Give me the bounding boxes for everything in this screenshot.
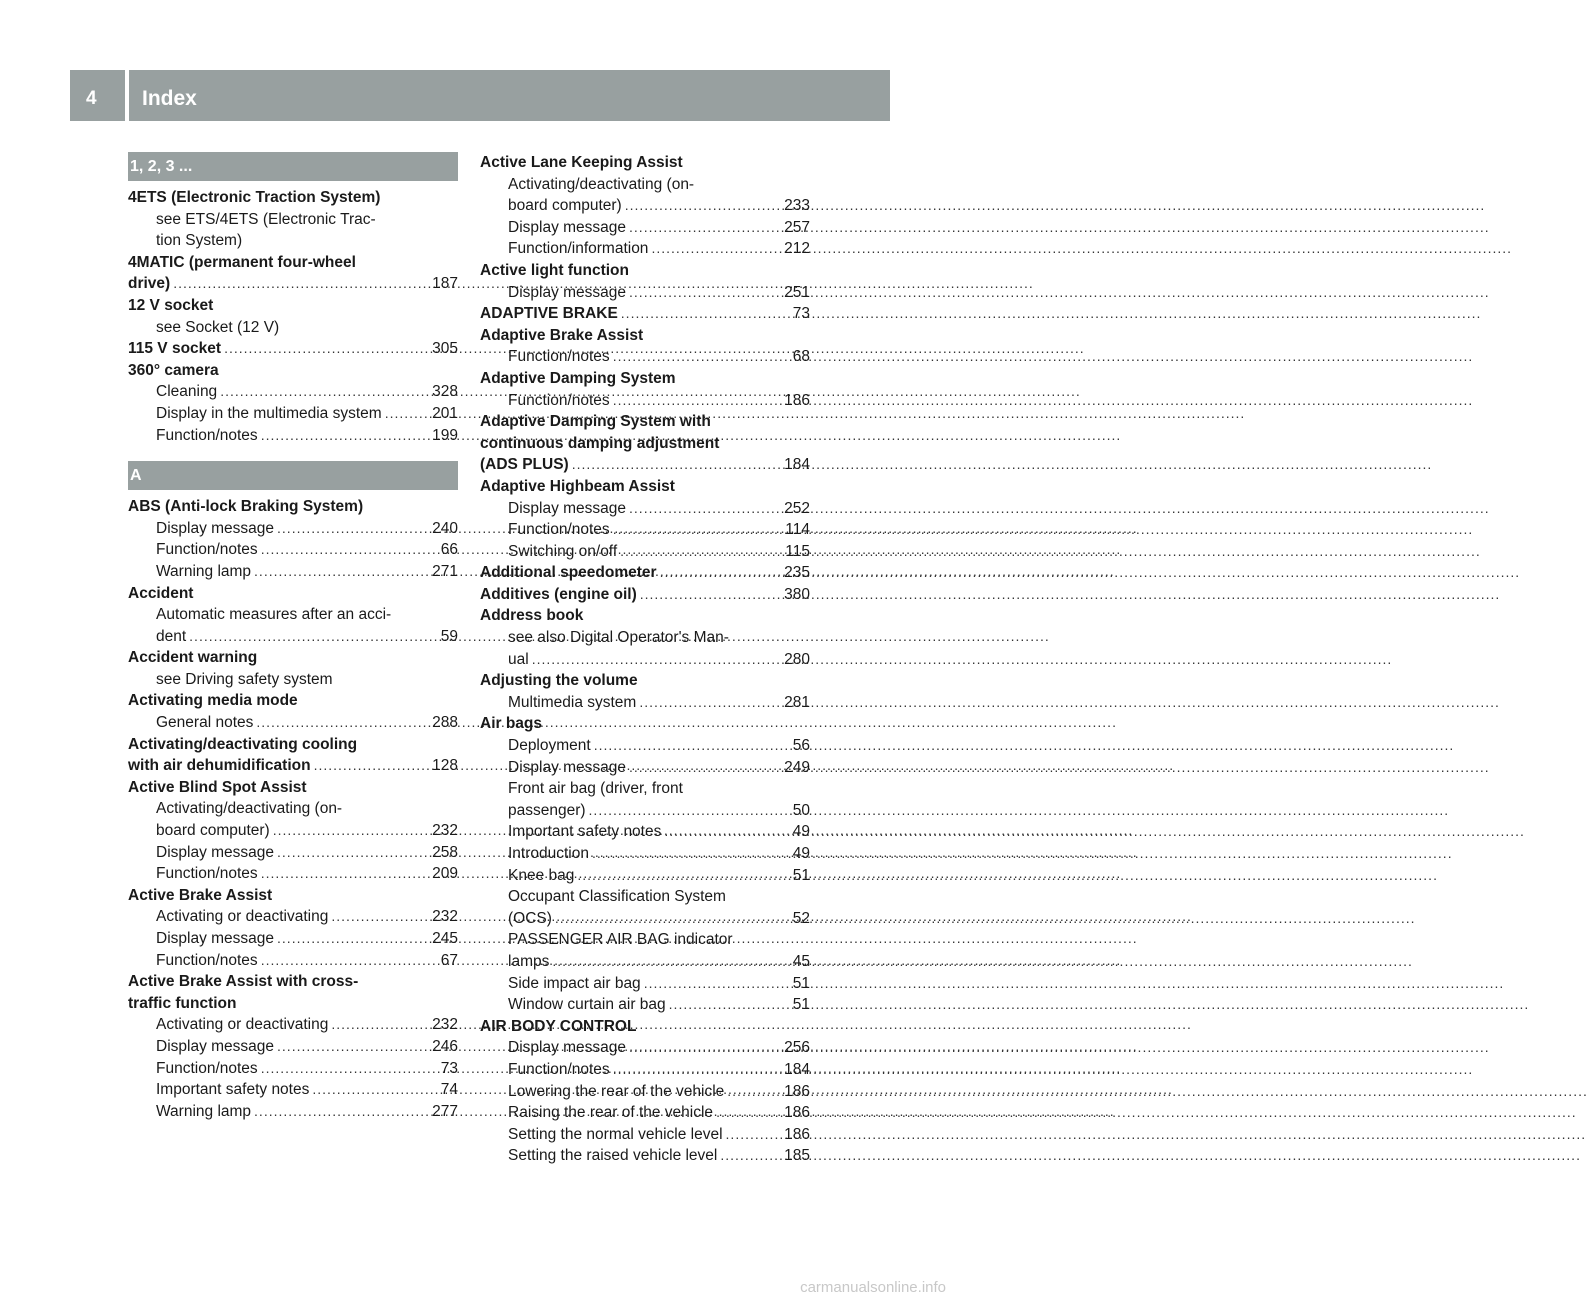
index-subentry[interactable]: [480, 390, 810, 412]
index-entry: [128, 993, 458, 1015]
entry-text: Knee bag: [508, 866, 575, 884]
index-subentry[interactable]: [480, 282, 810, 304]
dot-leader: [640, 584, 780, 606]
entry-text: passenger): [508, 801, 586, 819]
dot-leader: [664, 821, 788, 843]
index-subentry: [128, 317, 458, 339]
dot-leader: [720, 1145, 780, 1167]
dot-leader: [261, 425, 428, 447]
page-reference: 245: [432, 930, 458, 947]
index-subentry[interactable]: [480, 346, 810, 368]
section-header-a-label: A: [130, 467, 142, 485]
entry-text: Activating/deactivating (on-: [156, 800, 343, 818]
index-subentry[interactable]: [128, 425, 458, 447]
page-reference: 51: [792, 866, 810, 884]
index-subentry[interactable]: [128, 820, 458, 842]
index-entry[interactable]: [480, 562, 810, 584]
dot-leader: [629, 498, 780, 520]
entry-text: Adaptive Damping System: [480, 369, 676, 387]
entry-text: Function/notes: [508, 348, 610, 366]
entry-text: Lowering the rear of the vehicle: [508, 1082, 725, 1100]
page-reference: 67: [440, 951, 458, 969]
entry-text: drive): [128, 275, 171, 293]
index-subentry: [128, 230, 458, 252]
entry-text: board computer): [508, 197, 622, 215]
page-reference: 201: [432, 404, 458, 422]
entry-text: Display message: [156, 1037, 275, 1055]
index-subentry[interactable]: [480, 649, 810, 671]
index-subentry[interactable]: [128, 381, 458, 403]
entry-text: Display message: [156, 519, 275, 537]
page-reference: 232: [432, 822, 458, 840]
index-entry: [480, 670, 810, 692]
entry-text: Activating/deactivating cooling: [128, 735, 358, 753]
index-entry: [128, 690, 458, 712]
entry-text: 360° camera: [128, 361, 219, 379]
page-reference: 235: [784, 564, 810, 582]
index-subentry: [480, 886, 810, 908]
dot-leader: [669, 994, 789, 1016]
index-entry: [128, 885, 458, 907]
section-header-numbers: [128, 152, 458, 181]
dot-leader: [621, 303, 789, 325]
section-header-a: [128, 461, 458, 490]
page-reference: 328: [432, 383, 458, 401]
entry-text: tion System): [156, 232, 243, 250]
page-reference: 288: [432, 714, 458, 732]
index-subentry[interactable]: [480, 195, 810, 217]
page-reference: 51: [792, 996, 810, 1014]
entry-text: Activating/deactivating (on-: [508, 175, 695, 193]
entry-text: ABS (Anti-lock Braking System): [128, 498, 364, 516]
dot-leader: [552, 951, 788, 973]
entry-text: (ADS PLUS): [480, 456, 569, 474]
index-subentry: [128, 209, 458, 231]
entry-text: Multimedia system: [508, 693, 637, 711]
dot-leader: [331, 906, 428, 928]
entry-text: Display in the multimedia system: [156, 404, 382, 422]
dot-leader: [577, 865, 788, 887]
entry-text: Air bags: [480, 715, 543, 733]
dot-leader: [277, 928, 428, 950]
entry-text: Automatic measures after an acci-: [156, 606, 392, 624]
index-subentry[interactable]: [480, 951, 810, 973]
index-subentry[interactable]: [480, 238, 810, 260]
index-entry: [480, 605, 810, 627]
index-subentry[interactable]: [480, 217, 810, 239]
index-entry: [480, 325, 810, 347]
entry-text: Activating or deactivating: [156, 908, 329, 926]
entry-text: Warning lamp: [156, 1102, 252, 1120]
index-subentry[interactable]: [480, 498, 810, 520]
dot-leader: [173, 273, 428, 295]
entry-text: lamps: [508, 952, 550, 970]
header-divider: [125, 70, 129, 121]
index-list-numbers: [128, 187, 458, 446]
dot-leader: [644, 973, 789, 995]
index-subentry[interactable]: [480, 973, 810, 995]
index-subentry: [480, 929, 810, 951]
index-subentry[interactable]: [480, 1081, 810, 1103]
entry-text: Window curtain air bag: [508, 996, 666, 1014]
entry-text: traffic function: [128, 994, 237, 1012]
index-entry[interactable]: [480, 303, 810, 325]
index-entry: [128, 647, 458, 669]
index-subentry: [128, 798, 458, 820]
dot-leader: [532, 649, 780, 671]
page-reference: 246: [432, 1037, 458, 1055]
entry-text: Side impact air bag: [508, 974, 641, 992]
dot-leader: [256, 712, 428, 734]
page-reference: 187: [432, 275, 458, 293]
entry-text: Function/notes: [156, 865, 258, 883]
page-reference: 66: [440, 541, 458, 559]
page-reference: 186: [784, 1104, 810, 1122]
page-reference: 45: [792, 952, 810, 970]
entry-text: dent: [156, 627, 187, 645]
index-subentry[interactable]: [480, 1102, 810, 1124]
page-reference: 115: [785, 542, 810, 560]
watermark: carmanualsonline.info: [800, 1279, 946, 1296]
entry-text: Function/information: [508, 240, 649, 258]
dot-leader: [331, 1014, 428, 1036]
index-subentry[interactable]: [128, 842, 458, 864]
page-reference: 68: [792, 348, 810, 366]
page-reference: 271: [432, 562, 458, 580]
index-subentry[interactable]: [480, 519, 810, 541]
entry-text: Active Brake Assist: [128, 886, 273, 904]
entry-text: Function/notes: [156, 951, 258, 969]
index-entry: [480, 476, 810, 498]
index-list-right: [480, 152, 810, 1167]
index-subentry[interactable]: [480, 541, 810, 563]
entry-text: Important safety notes: [156, 1081, 310, 1099]
index-entry: [128, 971, 458, 993]
entry-text: PASSENGER AIR BAG indicator: [508, 931, 733, 949]
index-subentry[interactable]: [480, 1124, 810, 1146]
index-entry: [480, 152, 810, 174]
index-entry: [128, 360, 458, 382]
entry-text: Function/notes: [508, 521, 610, 539]
dot-leader: [277, 842, 428, 864]
dot-leader: [651, 238, 780, 260]
dot-leader: [629, 282, 780, 304]
entry-text: ADAPTIVE BRAKE: [480, 305, 618, 323]
index-entry: [128, 295, 458, 317]
entry-text: (OCS): [508, 909, 552, 927]
index-entry: [480, 260, 810, 282]
index-subentry[interactable]: [480, 865, 810, 887]
dot-leader: [254, 561, 428, 583]
page-reference: 50: [792, 801, 810, 819]
dot-leader: [629, 217, 780, 239]
index-entry: [480, 1016, 810, 1038]
dot-leader: [629, 1037, 780, 1059]
index-entry: [128, 777, 458, 799]
entry-text: Display message: [508, 283, 627, 301]
page-title: Index: [142, 87, 197, 110]
index-subentry[interactable]: [480, 1037, 810, 1059]
index-subentry[interactable]: [128, 928, 458, 950]
index-column-right: [480, 152, 810, 1167]
entry-text: Function/notes: [156, 541, 258, 559]
entry-text: Adjusting the volume: [480, 672, 638, 690]
entry-text: Display message: [508, 758, 627, 776]
page-reference: 74: [440, 1081, 458, 1099]
page-reference: 73: [792, 305, 810, 323]
index-entry: [128, 187, 458, 209]
page-reference: 232: [432, 1016, 458, 1034]
dot-leader: [224, 338, 428, 360]
index-subentry: [480, 174, 810, 196]
index-entry: [128, 252, 458, 274]
dot-leader: [613, 346, 789, 368]
entry-text: see ETS/4ETS (Electronic Trac-: [156, 210, 376, 228]
entry-text: Activating or deactivating: [156, 1016, 329, 1034]
index-subentry[interactable]: [128, 950, 458, 972]
index-subentry[interactable]: [480, 757, 810, 779]
entry-text: Active Brake Assist with cross-: [128, 973, 359, 991]
dot-leader: [620, 541, 781, 563]
page-reference: 258: [432, 843, 458, 861]
entry-text: Accident: [128, 584, 194, 602]
page-reference: 52: [792, 909, 810, 927]
dot-leader: [273, 820, 428, 842]
index-subentry[interactable]: [480, 1059, 810, 1081]
entry-text: 4ETS (Electronic Traction System): [128, 189, 381, 206]
dot-leader: [726, 1124, 781, 1146]
dot-leader: [572, 454, 780, 476]
index-subentry[interactable]: [480, 1145, 810, 1167]
index-subentry[interactable]: [480, 800, 810, 822]
page-reference: 56: [792, 737, 810, 755]
dot-leader: [613, 390, 780, 412]
page-reference: 249: [784, 758, 810, 776]
entry-text: 115 V socket: [128, 340, 222, 358]
entry-text: Active Lane Keeping Assist: [480, 154, 683, 171]
entry-text: Important safety notes: [508, 823, 662, 841]
page-reference: 277: [432, 1102, 458, 1120]
page-reference: 305: [432, 340, 458, 358]
index-subentry[interactable]: [128, 863, 458, 885]
page-reference: 184: [784, 1060, 810, 1078]
entry-text: Address book: [480, 607, 584, 625]
entry-text: Activating media mode: [128, 692, 298, 710]
page-reference: 256: [784, 1039, 810, 1057]
index-subentry[interactable]: [480, 735, 810, 757]
page-reference: 59: [440, 627, 458, 645]
index-subentry[interactable]: [128, 906, 458, 928]
index-subentry[interactable]: [128, 1079, 458, 1101]
page-reference: 186: [784, 391, 810, 409]
page-reference: 251: [784, 283, 810, 301]
index-subentry[interactable]: [128, 518, 458, 540]
entry-text: Function/notes: [508, 1060, 610, 1078]
page-reference: 233: [784, 197, 810, 215]
page-reference: 280: [784, 650, 810, 668]
index-subentry: [480, 627, 810, 649]
page-reference: 51: [792, 974, 810, 992]
page-reference: 209: [432, 865, 458, 883]
index-subentry[interactable]: [128, 561, 458, 583]
entry-text: Display message: [156, 843, 275, 861]
entry-text: Display message: [508, 218, 627, 236]
dot-leader: [592, 843, 789, 865]
page-reference: 186: [784, 1125, 810, 1143]
dot-leader: [594, 735, 789, 757]
entry-text: board computer): [156, 822, 270, 840]
entry-text: see Socket (12 V): [156, 318, 280, 336]
dot-leader: [189, 626, 437, 648]
entry-text: 4MATIC (permanent four-wheel: [128, 253, 356, 271]
entry-text: Adaptive Brake Assist: [480, 326, 644, 344]
index-subentry[interactable]: [480, 692, 810, 714]
dot-leader: [716, 1102, 780, 1124]
entry-text: see also Digital Operator's Man-: [508, 629, 729, 647]
entry-text: Active Blind Spot Assist: [128, 778, 307, 796]
entry-text: Display message: [508, 1039, 627, 1057]
entry-text: Adaptive Damping System with: [480, 413, 711, 431]
page-reference: 232: [432, 908, 458, 926]
index-subentry[interactable]: [128, 403, 458, 425]
page-reference: 199: [432, 426, 458, 444]
index-subentry[interactable]: [128, 712, 458, 734]
dot-leader: [261, 1058, 437, 1080]
dot-leader: [261, 863, 428, 885]
dot-leader: [660, 562, 781, 584]
entry-text: AIR BODY CONTROL: [480, 1017, 637, 1035]
index-entry: [480, 411, 810, 433]
page-reference: 281: [784, 693, 810, 711]
entry-text: Adaptive Highbeam Assist: [480, 477, 675, 495]
index-subentry[interactable]: [480, 994, 810, 1016]
page-reference: 49: [792, 845, 810, 862]
page-reference: 186: [784, 1082, 810, 1100]
dot-leader: [277, 518, 428, 540]
entry-text: Function/notes: [156, 426, 258, 444]
page-reference: 380: [784, 585, 810, 603]
page-reference: 49: [792, 823, 810, 841]
index-subentry[interactable]: [480, 843, 810, 865]
page-reference: 257: [784, 218, 810, 236]
entry-text: Function/notes: [156, 1059, 258, 1077]
dot-leader: [629, 757, 780, 779]
section-header-numbers-label: 1, 2, 3 ...: [130, 158, 193, 175]
index-subentry[interactable]: [480, 908, 810, 930]
dot-leader: [625, 195, 780, 217]
entry-text: Additional speedometer: [480, 564, 657, 582]
dot-leader: [639, 692, 780, 714]
entry-text: Occupant Classification System: [508, 888, 726, 906]
dot-leader: [613, 1059, 780, 1081]
entry-text: continuous damping adjustment: [480, 434, 720, 452]
index-entry: [128, 496, 458, 518]
dot-leader: [254, 1101, 428, 1123]
entry-text: Display message: [156, 930, 275, 947]
index-subentry: [480, 778, 810, 800]
entry-text: General notes: [156, 714, 254, 732]
dot-leader: [727, 1081, 780, 1103]
entry-text: see Driving safety system: [156, 670, 333, 688]
dot-leader: [312, 1079, 436, 1101]
index-subentry[interactable]: [128, 1014, 458, 1036]
entry-text: Setting the raised vehicle level: [508, 1147, 718, 1165]
entry-text: Active light function: [480, 261, 629, 279]
index-subentry[interactable]: [480, 821, 810, 843]
index-subentry: [128, 669, 458, 691]
dot-leader: [385, 403, 428, 425]
index-column-left: [128, 152, 458, 1122]
dot-leader: [261, 539, 437, 561]
dot-leader: [555, 908, 789, 930]
index-subentry: [128, 604, 458, 626]
page-reference: 240: [432, 519, 458, 537]
index-entry[interactable]: [128, 338, 458, 360]
index-entry: [480, 368, 810, 390]
entry-text: Cleaning: [156, 383, 218, 401]
page-reference: 114: [785, 521, 810, 539]
index-entry[interactable]: [128, 755, 458, 777]
dot-leader: [261, 950, 437, 972]
dot-leader: [589, 800, 789, 822]
dot-leader: [277, 1036, 428, 1058]
entry-text: Front air bag (driver, front: [508, 780, 683, 798]
page-reference: 212: [784, 240, 810, 258]
page-reference: 128: [432, 757, 458, 775]
entry-text: Raising the rear of the vehicle: [508, 1104, 714, 1122]
index-subentry[interactable]: [128, 1101, 458, 1123]
index-entry[interactable]: [128, 273, 458, 295]
entry-text: Setting the normal vehicle level: [508, 1125, 723, 1143]
index-entry[interactable]: [480, 584, 810, 606]
dot-leader: [220, 381, 428, 403]
dot-leader: [314, 755, 429, 777]
entry-text: Additives (engine oil): [480, 585, 637, 603]
entry-text: 12 V socket: [128, 296, 214, 314]
index-entry: [480, 433, 810, 455]
dot-leader: [613, 519, 782, 541]
entry-text: Accident warning: [128, 649, 258, 667]
index-subentry[interactable]: [128, 539, 458, 561]
index-entry: [128, 734, 458, 756]
index-subentry[interactable]: [128, 1036, 458, 1058]
page-header: [70, 70, 890, 121]
entry-text: Function/notes: [508, 391, 610, 409]
entry-text: Switching on/off: [508, 542, 618, 560]
index-entry: [128, 583, 458, 605]
index-entry: [480, 713, 810, 735]
entry-text: with air dehumidification: [128, 757, 311, 775]
page-reference: 184: [784, 456, 810, 474]
entry-text: Deployment: [508, 737, 591, 755]
index-subentry[interactable]: [128, 1058, 458, 1080]
index-entry[interactable]: [480, 454, 810, 476]
entry-text: Warning lamp: [156, 562, 252, 580]
index-list-a: [128, 496, 458, 1122]
page-reference: 73: [440, 1059, 458, 1077]
page-number: 4: [86, 88, 97, 109]
entry-text: Display message: [508, 499, 627, 517]
page-reference: 252: [784, 499, 810, 517]
index-subentry[interactable]: [128, 626, 458, 648]
entry-text: Introduction: [508, 845, 589, 862]
page-reference: 185: [784, 1147, 810, 1165]
entry-text: ual: [508, 650, 529, 668]
